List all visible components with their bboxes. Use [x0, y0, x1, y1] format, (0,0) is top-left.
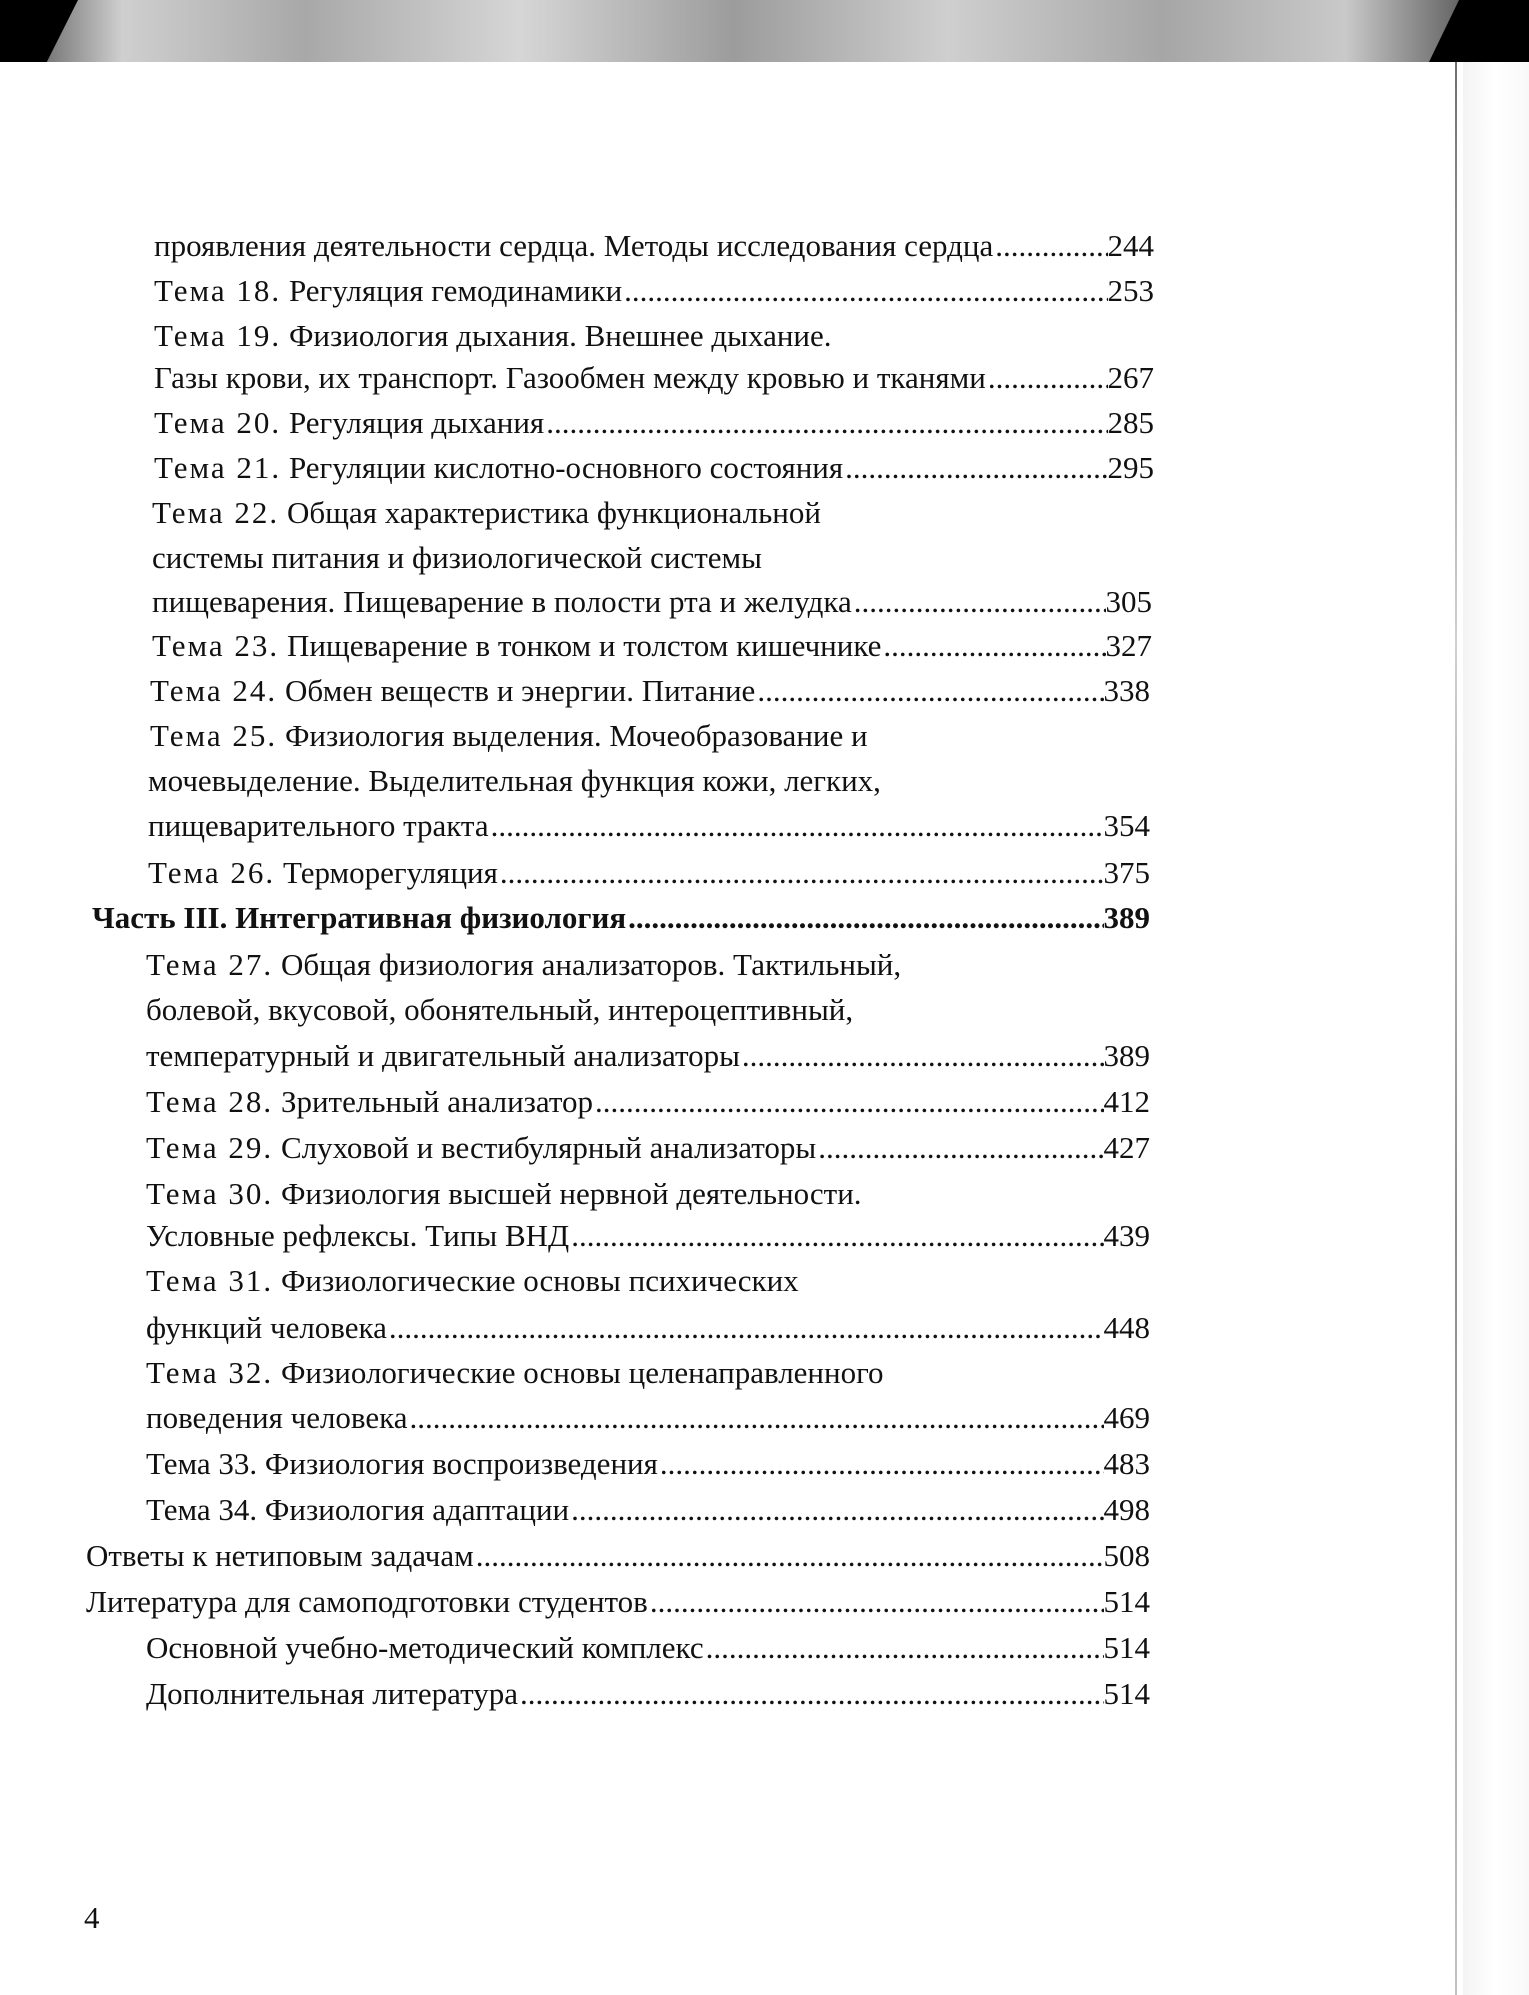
toc-leader [993, 228, 1107, 264]
toc-text: системы питания и физиологической системы [152, 540, 762, 575]
toc-topic-label: Тема 31. [146, 1263, 274, 1298]
toc-text: болевой, вкусовой, обонятельный, интероцептивный, [146, 992, 854, 1027]
toc-page: 327 [1105, 628, 1152, 663]
toc-page: 295 [1107, 450, 1154, 485]
toc-line [152, 495, 821, 531]
toc-text: Газы крови, их транспорт. Газообмен между кровью и тканями [154, 360, 986, 395]
toc-page: 389 [1103, 1038, 1150, 1073]
toc-leader [986, 360, 1108, 396]
toc-topic-label: Тема 23. [152, 628, 280, 663]
toc-text: Физиологические основы психических [280, 1263, 799, 1298]
toc-page: 498 [1103, 1492, 1150, 1527]
toc-text: поведения человека [146, 1400, 408, 1435]
toc-line [146, 1492, 1150, 1528]
toc-line [150, 718, 868, 754]
toc-text: проявления деятельности сердца. Методы исследования сердца [154, 228, 994, 263]
toc-topic-label: Тема 27. [146, 947, 274, 982]
toc-text: Дополнительная литература [146, 1676, 518, 1711]
toc-text: пищеварительного тракта [148, 808, 489, 843]
toc-text: Регуляции кислотно-основного состояния [288, 450, 844, 485]
toc-page: 305 [1105, 584, 1152, 619]
page-number: 4 [84, 1900, 100, 1935]
toc-text: Слуховой и вестибулярный анализаторы [280, 1130, 817, 1165]
toc-text: Физиологические основы целенаправленного [280, 1355, 884, 1390]
toc-page: 267 [1107, 360, 1154, 395]
toc-line [86, 1584, 1150, 1620]
toc-line [146, 992, 853, 1028]
toc-text: Ответы к нетиповым задачам [86, 1538, 474, 1573]
toc-line [146, 1355, 884, 1391]
toc-text: Зрительный анализатор [280, 1084, 594, 1119]
toc-page: 483 [1103, 1446, 1150, 1481]
toc-leader [518, 1676, 1104, 1712]
toc-leader [569, 1218, 1103, 1254]
toc-topic-label: Тема 26. [148, 855, 276, 890]
toc-line [152, 540, 762, 576]
toc-line [146, 1630, 1150, 1666]
toc-leader [852, 584, 1106, 620]
toc-topic-label: Тема 22. [152, 495, 280, 530]
toc-page: 389 [1103, 900, 1150, 935]
toc-topic-label: Тема 32. [146, 1355, 274, 1390]
toc-text: мочевыделение. Выделительная функция кожи, легких, [148, 763, 881, 798]
toc-text: Физиология высшей нервной деятельности. [280, 1176, 862, 1211]
toc-page: 375 [1103, 855, 1150, 890]
toc-line [154, 273, 1154, 309]
toc-line [146, 1446, 1150, 1482]
toc-leader [593, 1084, 1103, 1120]
toc-topic-label: Тема 21. [154, 450, 282, 485]
toc-page: 439 [1103, 1218, 1150, 1253]
toc-line [154, 228, 1154, 264]
toc-page: 244 [1107, 228, 1154, 263]
toc-text: функций человека [146, 1310, 387, 1345]
toc-topic-label: Тема 24. [150, 673, 278, 708]
toc-page: 412 [1103, 1084, 1150, 1119]
toc-line [152, 628, 1152, 664]
toc-leader [622, 273, 1107, 309]
toc-topic-label: Тема 25. [150, 718, 278, 753]
toc-line [146, 1400, 1150, 1436]
toc-line [146, 1676, 1150, 1712]
toc-text: Регуляция гемодинамики [288, 273, 623, 308]
toc-leader [408, 1400, 1104, 1436]
toc-leader [755, 673, 1103, 709]
toc-leader [569, 1492, 1103, 1528]
toc-page: 514 [1103, 1676, 1150, 1711]
toc-page: 508 [1103, 1538, 1150, 1573]
toc-topic-label: Тема 18. [154, 273, 282, 308]
toc-topic-label: Тема 28. [146, 1084, 274, 1119]
toc-leader [626, 900, 1103, 936]
toc-line [146, 1218, 1150, 1254]
toc-leader [648, 1584, 1104, 1620]
toc-leader [843, 450, 1107, 486]
toc-line [148, 763, 881, 799]
toc-leader [474, 1538, 1104, 1574]
toc-text: Тема 34. Физиология адаптации [146, 1492, 570, 1527]
toc-page: 448 [1103, 1310, 1150, 1345]
toc-line [146, 1310, 1150, 1346]
toc-line [152, 584, 1152, 620]
toc-line [148, 855, 1150, 891]
toc-text: Физиология выделения. Мочеобразование и [284, 718, 868, 753]
toc-text: Пищеварение в тонком и толстом кишечнике [286, 628, 882, 663]
toc-text: Тема 33. Физиология воспроизведения [146, 1446, 658, 1481]
toc-text: Физиология дыхания. Внешнее дыхание. [288, 318, 832, 353]
toc-line [146, 1263, 799, 1299]
toc-topic-label: Тема 30. [146, 1176, 274, 1211]
toc-page: 514 [1103, 1630, 1150, 1665]
toc-page: 469 [1103, 1400, 1150, 1435]
toc-text: Общая физиология анализаторов. Тактильный, [280, 947, 902, 982]
toc-text: Условные рефлексы. Типы ВНД [146, 1218, 570, 1253]
toc-topic-label: Тема 29. [146, 1130, 274, 1165]
toc-leader [544, 405, 1107, 441]
toc-leader [489, 808, 1104, 844]
toc-line [86, 1538, 1150, 1574]
toc-line [146, 1038, 1150, 1074]
toc-page: 354 [1103, 808, 1150, 843]
toc-text: Регуляция дыхания [288, 405, 545, 440]
toc-text: Основной учебно-методический комплекс [146, 1630, 704, 1665]
toc-leader [704, 1630, 1104, 1666]
toc-page: 285 [1107, 405, 1154, 440]
toc-page: 514 [1103, 1584, 1150, 1619]
toc-page: 338 [1103, 673, 1150, 708]
toc-line [154, 360, 1154, 396]
toc-line [146, 947, 901, 983]
toc-line [154, 450, 1154, 486]
toc-topic-label: Тема 19. [154, 318, 282, 353]
toc-line [154, 318, 832, 354]
toc-text: Общая характеристика функциональной [286, 495, 821, 530]
toc-page: 427 [1103, 1130, 1150, 1165]
toc-line [146, 1176, 862, 1212]
toc-line [154, 405, 1154, 441]
toc-leader [498, 855, 1104, 891]
toc-leader [740, 1038, 1104, 1074]
toc-text: Часть III. Интегративная физиология [92, 900, 627, 935]
toc-text: Литература для самоподготовки студентов [86, 1584, 648, 1619]
toc-line [146, 1084, 1150, 1120]
toc-line [146, 1130, 1150, 1166]
toc-leader [881, 628, 1105, 664]
toc-line [150, 673, 1150, 709]
toc-leader [816, 1130, 1103, 1166]
toc-leader [387, 1310, 1104, 1346]
toc-leader [658, 1446, 1104, 1482]
toc-topic-label: Тема 20. [154, 405, 282, 440]
toc-page: 253 [1107, 273, 1154, 308]
toc-text: Обмен веществ и энергии. Питание [284, 673, 756, 708]
toc-line [148, 808, 1150, 844]
toc-part-heading [92, 900, 1150, 936]
toc-text: Терморегуляция [282, 855, 498, 890]
toc-text: температурный и двигательный анализаторы [146, 1038, 740, 1073]
toc-text: пищеварения. Пищеварение в полости рта и желудка [152, 584, 852, 619]
